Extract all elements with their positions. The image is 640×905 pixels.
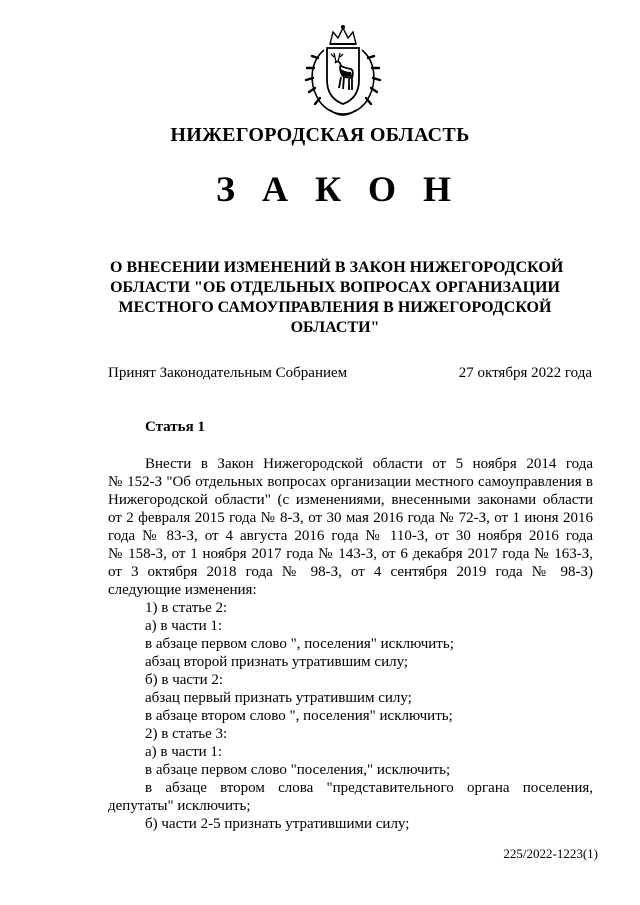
- body-line: абзац первый признать утратившим силу;: [145, 690, 412, 706]
- article-title: Статья 1: [145, 419, 205, 435]
- adopted-by-text: Принят Законодательным Собранием: [108, 365, 348, 381]
- body-line: в абзаце втором слова "представительного органа поселения,: [145, 780, 593, 796]
- body-line: депутаты" исключить;: [108, 798, 251, 814]
- article-body: [108, 455, 593, 833]
- body-line: в абзаце втором слово ", поселения" исключить;: [145, 708, 453, 724]
- region-title: НИЖЕГОРОДСКАЯ ОБЛАСТЬ: [170, 124, 470, 146]
- body-line: 2) в статье 3:: [145, 726, 228, 742]
- nizhny-novgorod-coat-of-arms-icon: [300, 22, 386, 122]
- subject-line: МЕСТНОГО САМОУПРАВЛЕНИЯ В НИЖЕГОРОДСКОЙ: [118, 299, 552, 316]
- body-line: в абзаце первом слово ", поселения" исключить;: [145, 636, 454, 652]
- body-line: года № 83-З, от 4 августа 2016 года № 110-З, от 30 ноября 2016 года: [108, 528, 593, 544]
- subject-line: О ВНЕСЕНИИ ИЗМЕНЕНИЙ В ЗАКОН НИЖЕГОРОДСКОЙ: [110, 259, 564, 276]
- document-type-title: З А К О Н: [215, 169, 461, 209]
- body-line: Нижегородской области" (с изменениями, внесенными законами области: [108, 492, 593, 508]
- body-line: б) части 2-5 признать утратившими силу;: [145, 816, 410, 832]
- body-line: от 2 февраля 2015 года № 8-З, от 30 мая 2016 года № 72-З, от 1 июня 2016: [108, 510, 593, 526]
- body-line: б) в части 2:: [145, 672, 224, 688]
- subject-line: ОБЛАСТИ": [290, 319, 380, 336]
- law-subject-heading: [110, 258, 564, 338]
- subject-line: ОБЛАСТИ "ОБ ОТДЕЛЬНЫХ ВОПРОСАХ ОРГАНИЗАЦИИ: [110, 279, 560, 296]
- body-line: № 152-З "Об отдельных вопросах организации местного самоуправления в: [108, 474, 593, 490]
- body-line: в абзаце первом слово "поселения," исключить;: [145, 762, 451, 778]
- body-line: а) в части 1:: [145, 744, 223, 760]
- body-line: 1) в статье 2:: [145, 600, 228, 616]
- adopted-date: 27 октября 2022 года: [458, 365, 592, 381]
- body-line: от 3 октября 2018 года № 98-З, от 4 сентября 2019 года № 98-З): [108, 564, 593, 580]
- body-line: а) в части 1:: [145, 618, 223, 634]
- body-line: абзац второй признать утратившим силу;: [145, 654, 409, 670]
- body-line: Внести в Закон Нижегородской области от 5 ноября 2014 года: [145, 456, 593, 472]
- document-registration-code: 225/2022-1223(1): [503, 846, 598, 861]
- body-line: № 158-З, от 1 ноября 2017 года № 143-З, от 6 декабря 2017 года № 163-З,: [108, 546, 593, 562]
- body-line: следующие изменения:: [108, 582, 257, 598]
